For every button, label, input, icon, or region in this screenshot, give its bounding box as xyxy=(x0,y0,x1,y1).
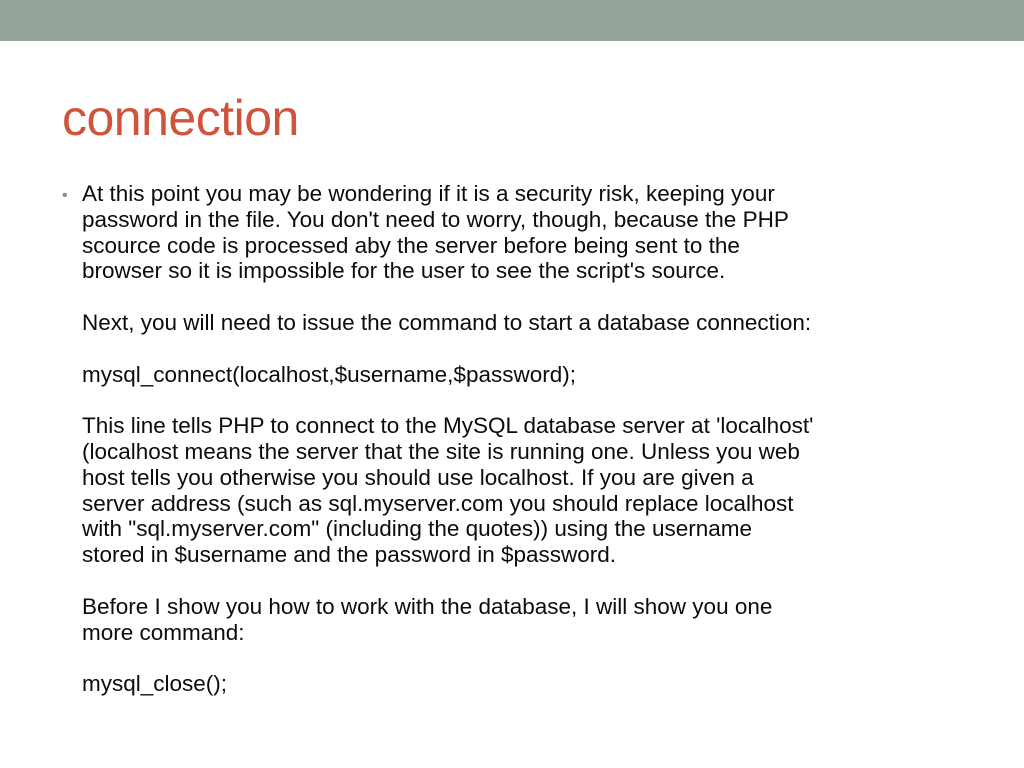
text-line: password in the file. You don't need to worry, though, because the PHP xyxy=(82,206,789,232)
text-line: more command: xyxy=(82,619,245,645)
text-line: with "sql.myserver.com" (including the quotes)) using the username xyxy=(82,516,753,542)
text-line: Next, you will need to issue the command to start a database connection: xyxy=(82,309,812,335)
text-line: host tells you otherwise you should use localhost. If you are given a xyxy=(82,464,754,490)
text-line: browser so it is impossible for the user to see the script's source. xyxy=(82,258,726,284)
text-line: (localhost means the server that the site is running one. Unless you web xyxy=(82,438,800,464)
blank-line xyxy=(82,568,982,594)
top-accent-band xyxy=(0,0,1024,41)
bullet-icon: • xyxy=(62,187,68,204)
text-line: Before I show you how to work with the database, I will show you one xyxy=(82,593,773,619)
code-line: mysql_connect(localhost,$username,$password); xyxy=(82,361,576,387)
blank-line xyxy=(82,336,982,362)
code-mysql-connect xyxy=(82,362,982,388)
paragraph-next-command xyxy=(82,310,982,336)
blank-line xyxy=(82,387,982,413)
bullet-body xyxy=(82,181,982,697)
code-mysql-close xyxy=(82,671,982,697)
text-line: server address (such as sql.myserver.com you should replace localhost xyxy=(82,490,794,516)
paragraph-explanation xyxy=(82,413,982,568)
text-line: stored in $username and the password in $password. xyxy=(82,542,617,568)
text-line: This line tells PHP to connect to the MySQL database server at 'localhost' xyxy=(82,413,814,439)
blank-line xyxy=(82,284,982,310)
text-line: scource code is processed aby the server before being sent to the xyxy=(82,232,740,258)
blank-line xyxy=(82,645,982,671)
code-line: mysql_close(); xyxy=(82,671,228,697)
text-line: At this point you may be wondering if it is a security risk, keeping your xyxy=(82,181,775,206)
paragraph-before-close xyxy=(82,594,982,646)
slide-title: connection xyxy=(62,90,299,146)
paragraph-security xyxy=(82,181,982,284)
